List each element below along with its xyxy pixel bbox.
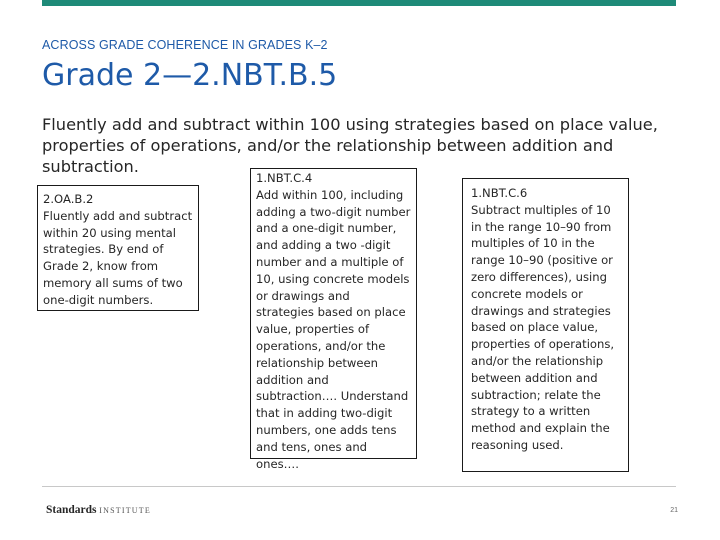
standard-text: Fluently add and subtract within 20 using mental strategies. By end of Grade 2, know from memory all sums of two one-digit numbers. [43, 208, 193, 307]
related-standard-box-1-nbt-c-6 [462, 178, 629, 472]
standard-text: Add within 100, including adding a two-digit number and a one-digit number, and adding a two -digit number and a multiple of 10, using concrete models or drawings and strategies based on place value, properties of operations, and/or the relationship between addition and subtraction…. Understand that in adding two-digit numbers, one adds tens and tens, ones and ones…. [256, 187, 411, 471]
standard-code: 1.NBT.C.6 [471, 186, 528, 200]
standard-code: 1.NBT.C.4 [256, 171, 313, 185]
related-standard-box-1-nbt-c-4 [250, 168, 417, 471]
page-title: Grade 2—2.NBT.B.5 [42, 58, 338, 93]
related-standard-box-2-oa-b-2 [37, 185, 199, 311]
top-accent-bar [42, 0, 676, 6]
logo-wordmark: Standards [46, 504, 97, 516]
standards-institute-logo [46, 504, 151, 516]
logo-subtitle: INSTITUTE [99, 506, 151, 515]
page-number: 21 [670, 507, 678, 514]
standard-description: Fluently add and subtract within 100 using strategies based on place value, properties of operations, and/or the relationship between addition and subtraction. [42, 115, 658, 176]
footer-divider [42, 486, 676, 487]
standard-code: 2.OA.B.2 [43, 192, 94, 206]
standard-text: Subtract multiples of 10 in the range 10–90 from multiples of 10 in the range 10–90 (positive or zero differences), using concrete models or drawings and strategies based on place value, properties of operations, and/or the relationship between addition and subtraction; relate the strategy to a written method and explain the reasoning used. [471, 202, 615, 452]
section-eyebrow: ACROSS GRADE COHERENCE IN GRADES K–2 [42, 38, 328, 52]
